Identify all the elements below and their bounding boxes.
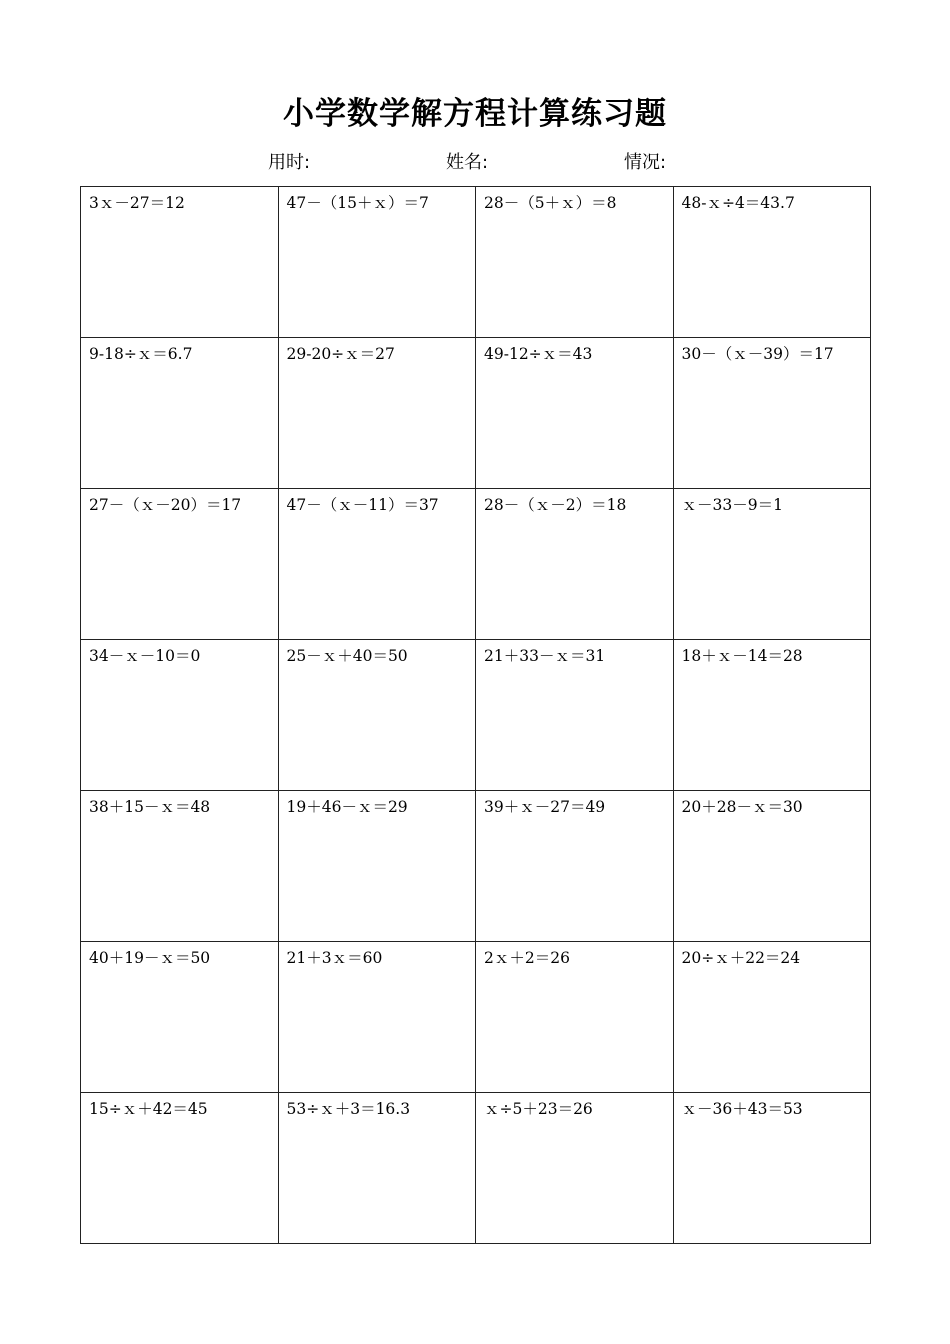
problem-cell [476,640,674,791]
problem-text: 27－（ｘ－20）＝17 [89,496,242,514]
problem-row [81,640,871,791]
problem-cell [278,942,476,1093]
problem-cell [278,1093,476,1244]
problem-cell [673,1093,871,1244]
problem-cell [81,1093,279,1244]
problem-text: 28－（5＋ｘ）＝8 [484,194,617,212]
problem-cell [476,1093,674,1244]
problem-row [81,791,871,942]
problem-text: 9-18÷ｘ＝6.7 [89,345,193,363]
problem-cell [278,489,476,640]
problem-cell [278,791,476,942]
problem-cell [81,338,279,489]
worksheet-title: 小学数学解方程计算练习题 [283,96,667,132]
problem-text: ｘ－33－9＝1 [681,496,783,514]
name-label: 姓名: [446,152,489,173]
problem-text: 20÷ｘ＋22＝24 [681,949,801,967]
problem-cell [476,489,674,640]
problem-cell [81,640,279,791]
problem-text: 2ｘ＋2＝26 [484,949,570,967]
problem-cell [278,640,476,791]
problem-cell [673,791,871,942]
problem-text: 47－（15＋ｘ）＝7 [286,194,429,212]
problem-text: 3ｘ－27＝12 [89,194,185,212]
problem-cell [476,942,674,1093]
problem-text: 29-20÷ｘ＝27 [286,345,395,363]
problem-text: ｘ÷5＋23＝26 [484,1100,593,1118]
problem-text: 15÷ｘ＋42＝45 [89,1100,208,1118]
problem-text: 48-ｘ÷4＝43.7 [681,194,795,212]
problem-text: 39＋ｘ－27＝49 [484,798,606,816]
problem-grid [80,186,871,1244]
problem-text: 34－ｘ－10＝0 [89,647,201,665]
problem-row [81,942,871,1093]
problem-cell [278,187,476,338]
problem-row [81,187,871,338]
problem-text: 18＋ｘ－14＝28 [681,647,803,665]
problem-cell [81,187,279,338]
problem-cell [673,489,871,640]
problem-text: 20＋28－ｘ＝30 [681,798,803,816]
problem-text: 28－（ｘ－2）＝18 [484,496,627,514]
problem-row [81,489,871,640]
problem-text: 25－ｘ＋40＝50 [286,647,408,665]
problem-text: 21＋33－ｘ＝31 [484,647,606,665]
problem-cell [673,187,871,338]
problem-text: 53÷ｘ＋3＝16.3 [286,1100,411,1118]
problem-cell [476,791,674,942]
problem-cell [81,489,279,640]
problem-cell [81,942,279,1093]
problem-cell [673,640,871,791]
status-label: 情况: [624,152,667,173]
problem-row [81,338,871,489]
problem-cell [278,338,476,489]
problem-text: 19＋46－ｘ＝29 [286,798,408,816]
problem-cell [476,187,674,338]
problem-cell [673,338,871,489]
problem-row [81,1093,871,1244]
problem-text: ｘ－36＋43＝53 [681,1100,803,1118]
problem-text: 49-12÷ｘ＝43 [484,345,593,363]
problem-cell [673,942,871,1093]
problem-cell [81,791,279,942]
time-label: 用时: [268,152,311,173]
problem-cell [476,338,674,489]
problem-text: 47－（ｘ－11）＝37 [286,496,439,514]
problem-text: 40＋19－ｘ＝50 [89,949,211,967]
problem-text: 38＋15－ｘ＝48 [89,798,211,816]
problem-text: 30－（ｘ－39）＝17 [681,345,834,363]
problem-text: 21＋3ｘ＝60 [286,949,383,967]
